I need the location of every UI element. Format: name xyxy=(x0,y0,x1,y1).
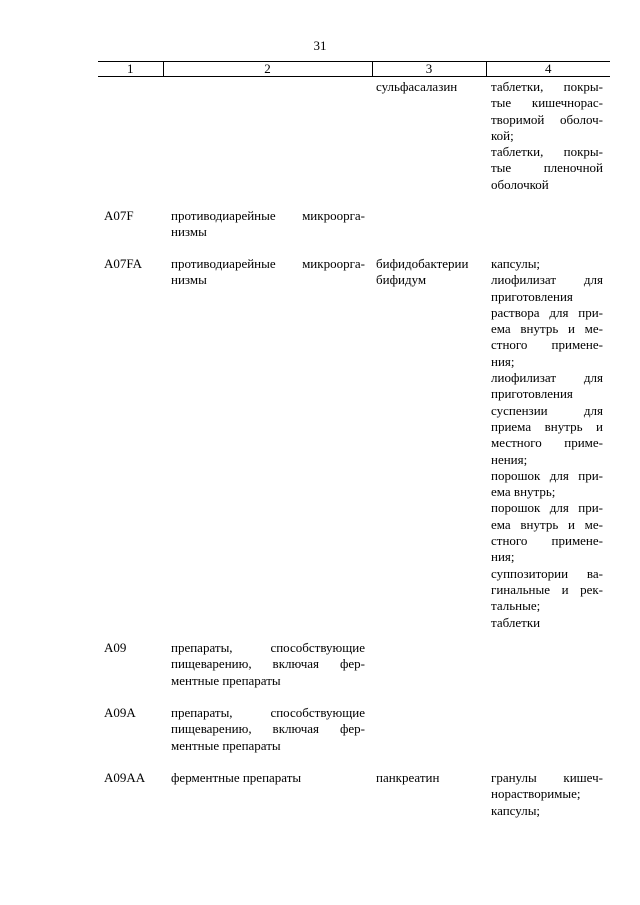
text-line: ментные препараты xyxy=(171,737,281,753)
text-line: бифидобактерии xyxy=(376,256,469,271)
atc-group-name xyxy=(171,705,365,754)
text-line: тальные; xyxy=(491,598,541,614)
text-line: препараты, способствующие xyxy=(171,705,365,720)
page-number: 31 xyxy=(313,38,327,53)
text-line: низмы xyxy=(171,224,207,240)
atc-group-name xyxy=(171,770,365,786)
text-line: раствора для при- xyxy=(491,304,603,320)
dosage-forms xyxy=(491,79,603,193)
text-line: пищеварению, включая фер- xyxy=(171,656,365,672)
text-line: приготовления xyxy=(491,288,573,304)
text-line: норастворимые; xyxy=(491,786,581,802)
column-header: 2 xyxy=(163,62,372,77)
text-line: кой; xyxy=(491,127,514,143)
text-line: лиофилизат для xyxy=(491,370,603,386)
text-line: ния; xyxy=(491,549,515,565)
atc-code: A09AA xyxy=(104,770,146,785)
text-line: таблетки, покры- xyxy=(491,144,603,160)
text-line: гранулы кишеч- xyxy=(491,770,603,785)
text-line: стного примене- xyxy=(491,533,603,549)
text-line: противодиарейные микроорга- xyxy=(171,256,365,271)
text-line: приема внутрь и xyxy=(491,418,603,434)
text-line: местного приме- xyxy=(491,435,603,451)
text-line: ментные препараты xyxy=(171,672,281,688)
text-line: суспензии для xyxy=(491,402,603,418)
atc-group-name xyxy=(171,640,365,689)
text-line: стного примене- xyxy=(491,337,603,353)
text-line: панкреатин xyxy=(376,770,440,785)
text-line: лиофилизат для xyxy=(491,272,603,288)
column-header: 3 xyxy=(372,62,486,77)
text-line: порошок для при- xyxy=(491,467,603,483)
text-line: пищеварению, включая фер- xyxy=(171,721,365,737)
text-line: творимой оболоч- xyxy=(491,111,603,127)
atc-code: A07F xyxy=(104,208,134,223)
text-line: суппозитории ва- xyxy=(491,565,603,581)
text-line: таблетки, покры- xyxy=(491,79,603,94)
text-line: порошок для при- xyxy=(491,500,603,516)
atc-group-name xyxy=(171,208,365,241)
text-line: таблетки xyxy=(491,614,541,630)
text-line: капсулы; xyxy=(491,802,541,818)
text-line: противодиарейные микроорга- xyxy=(171,208,365,223)
text-line: ема внутрь и ме- xyxy=(491,516,603,532)
dosage-forms xyxy=(491,770,603,819)
text-line: ферментные препараты xyxy=(171,770,302,785)
text-line: ема внутрь; xyxy=(491,484,556,500)
table-header xyxy=(98,61,610,77)
text-line: низмы xyxy=(171,272,207,288)
text-line: препараты, способствующие xyxy=(171,640,365,655)
drug-name xyxy=(376,256,486,289)
column-header: 1 xyxy=(98,62,163,77)
dosage-forms xyxy=(491,256,603,631)
atc-group-name xyxy=(171,256,365,289)
text-line: капсулы; xyxy=(491,256,541,271)
text-line: сульфасалазин xyxy=(376,79,458,94)
text-line: тые кишечнорас- xyxy=(491,95,603,111)
atc-code: A07FA xyxy=(104,256,143,271)
drug-name xyxy=(376,79,486,95)
text-line: оболочкой xyxy=(491,176,549,192)
drug-name xyxy=(376,770,486,786)
column-header: 4 xyxy=(486,62,610,77)
text-line: бифидум xyxy=(376,272,427,288)
atc-code: A09 xyxy=(104,640,127,655)
atc-code: A09A xyxy=(104,705,136,720)
text-line: ема внутрь и ме- xyxy=(491,321,603,337)
text-line: нения; xyxy=(491,451,528,467)
text-line: гинальные и рек- xyxy=(491,581,603,597)
text-line: приготовления xyxy=(491,386,573,402)
text-line: тые пленочной xyxy=(491,160,603,176)
text-line: ния; xyxy=(491,353,515,369)
